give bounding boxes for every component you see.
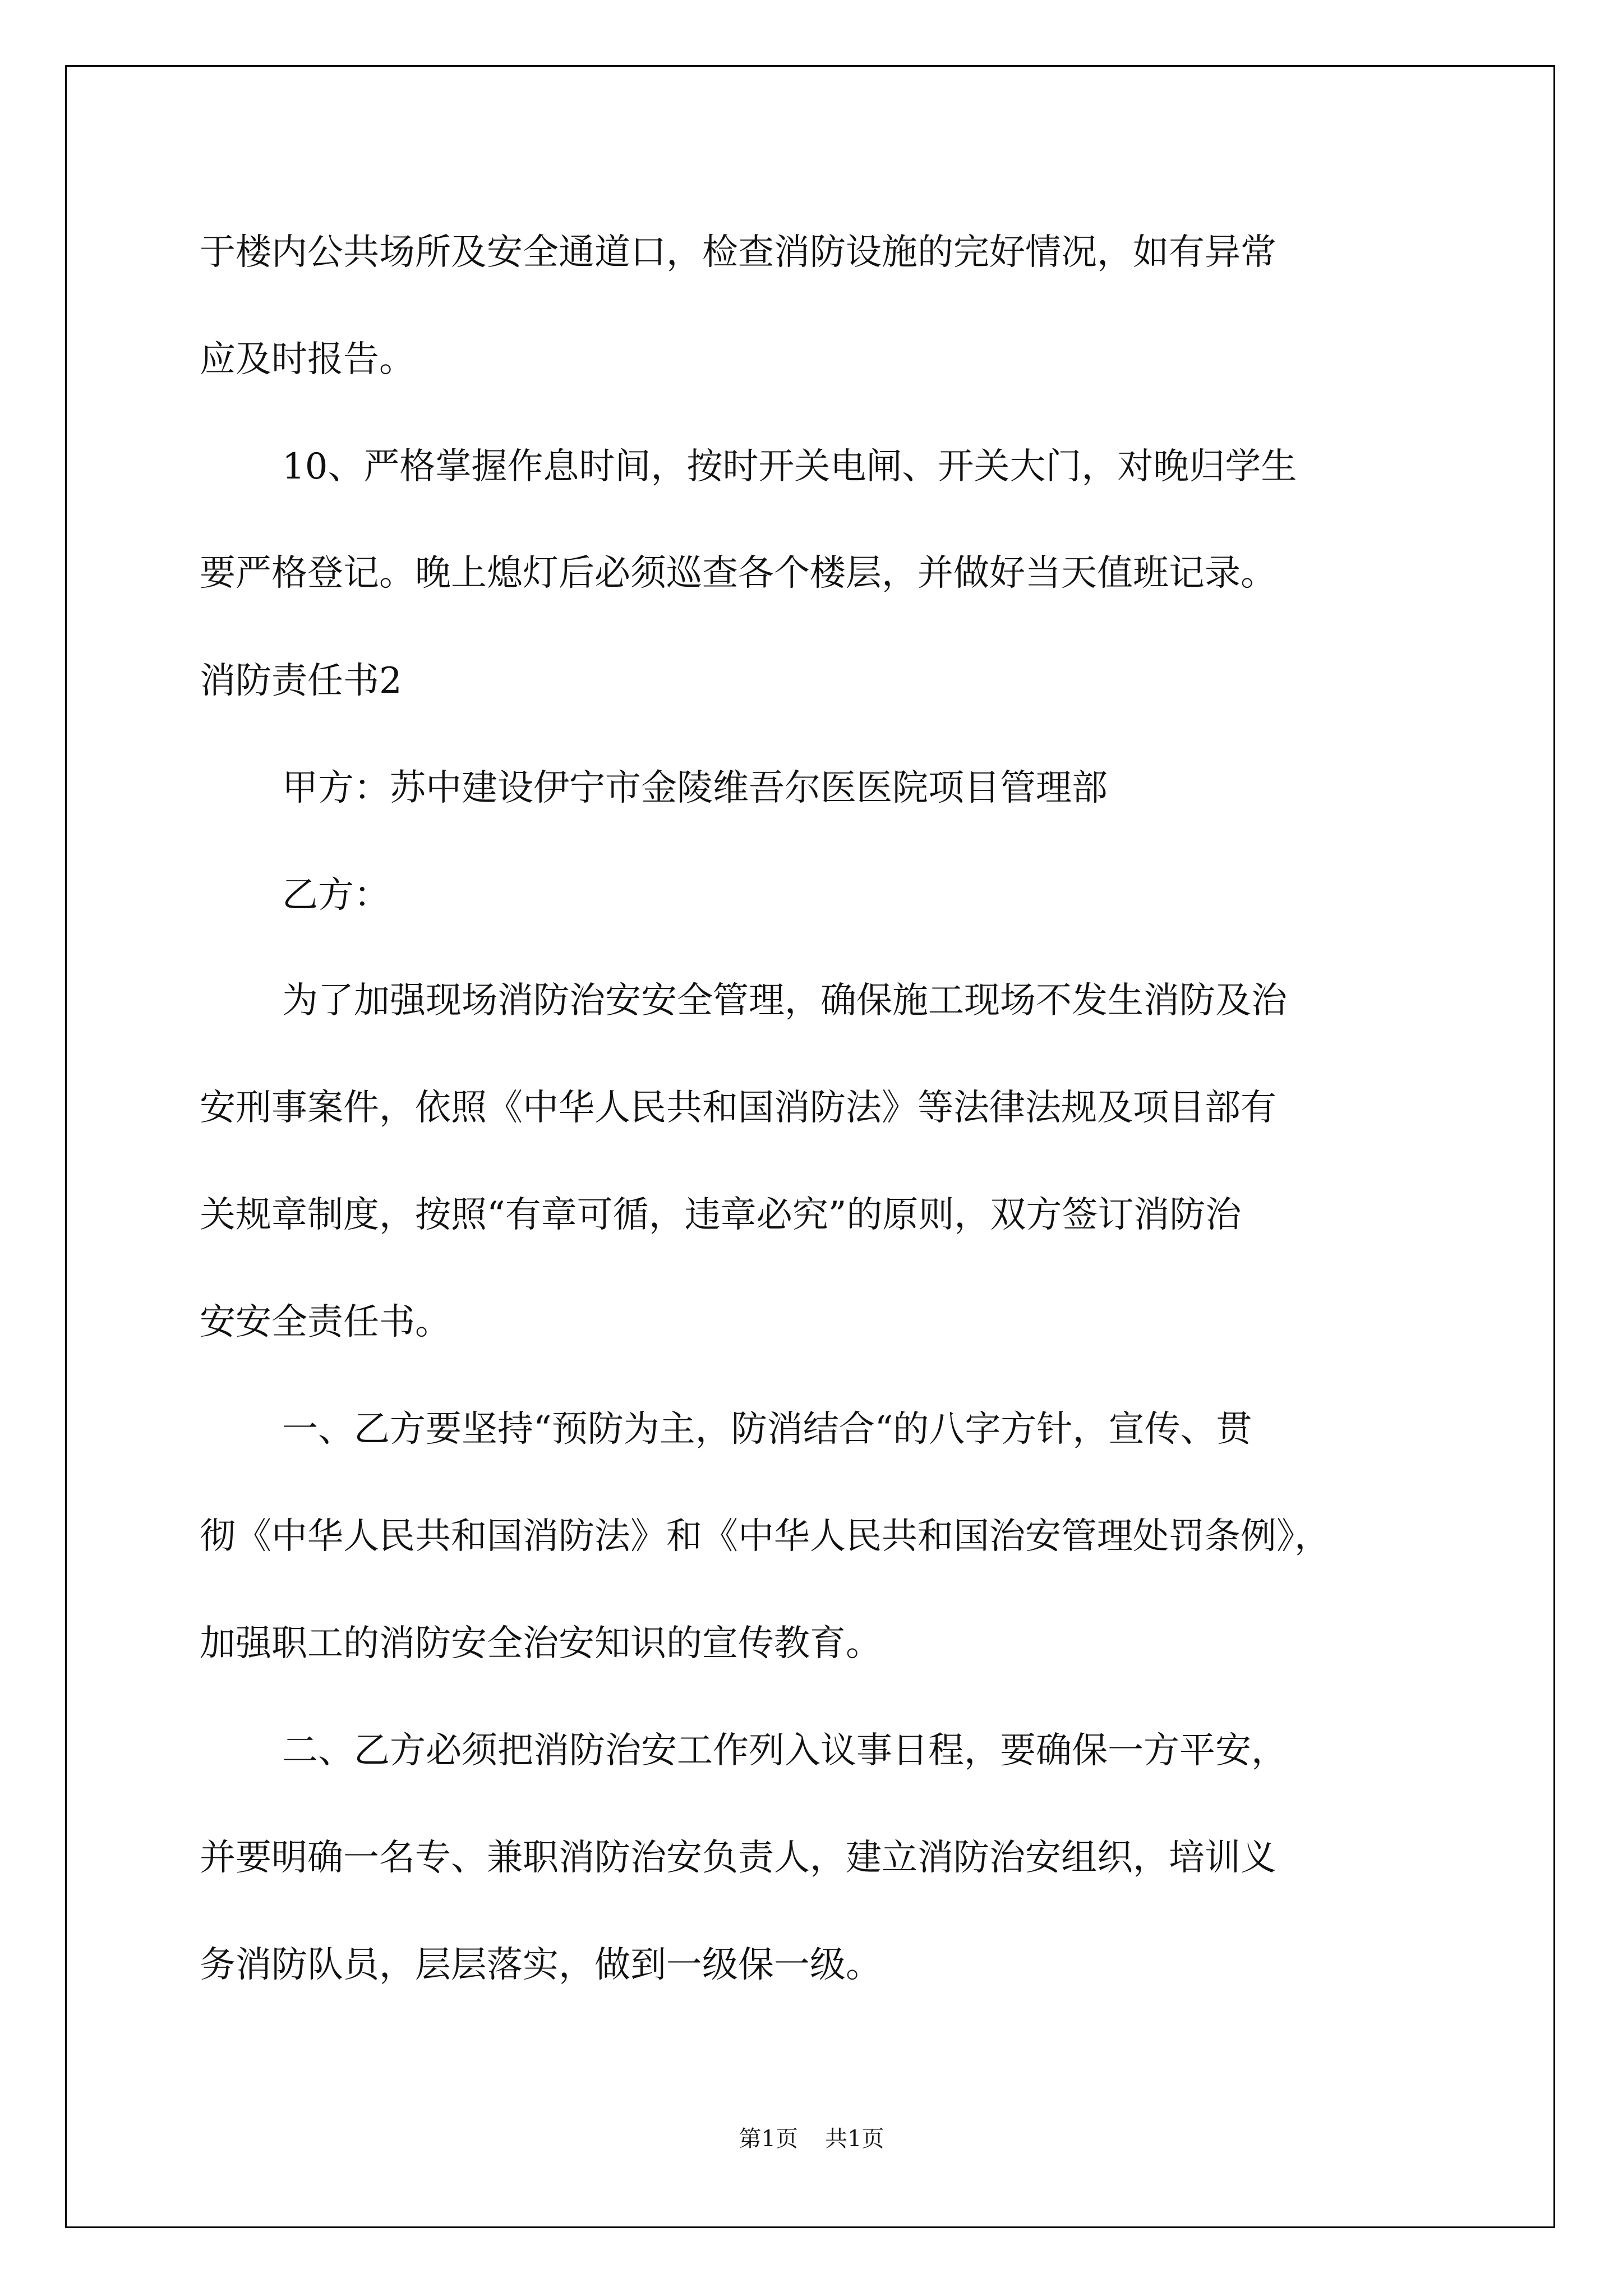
party-a-line: 甲方：苏中建设伊宁市金陵维吾尔医医院项目管理部	[282, 767, 1108, 809]
text-line-2: 应及时报告。	[200, 339, 415, 380]
page-number: 第1页	[739, 2126, 798, 2152]
text-line-3: 10、严格掌握作息时间，按时开关电闸、开关大门，对晚归学生	[282, 446, 1297, 487]
text-line-1: 于楼内公共场所及安全通道口，检查消防设施的完好情况，如有异常	[200, 232, 1276, 273]
text-line-9: 安刑事案件，依照《中华人民共和国消防法》等法律法规及项目部有	[200, 1087, 1276, 1129]
text-line-17: 务消防队员，层层落实，做到一级保一级。	[200, 1944, 882, 1986]
text-line-15: 二、乙方必须把消防治安工作列入议事日程，要确保一方平安，	[282, 1730, 1287, 1772]
text-line-16: 并要明确一名专、兼职消防治安负责人，建立消防治安组织，培训义	[200, 1837, 1276, 1879]
text-line-12: 一、乙方要坚持“预防为主，防消结合“的八字方针，宣传、贯	[282, 1409, 1252, 1450]
text-line-11: 安安全责任书。	[200, 1301, 451, 1343]
page-footer	[0, 2121, 1623, 2153]
section-heading: 消防责任书2	[200, 660, 402, 702]
party-b-line: 乙方：	[282, 875, 390, 916]
page-total: 共1页	[825, 2126, 884, 2152]
page-border	[65, 65, 1555, 2228]
text-line-14: 加强职工的消防安全治安知识的宣传教育。	[200, 1623, 882, 1664]
text-line-4: 要严格登记。晚上熄灯后必须巡查各个楼层，并做好当天值班记录。	[200, 553, 1276, 594]
text-line-10: 关规章制度，按照“有章可循，违章必究”的原则，双方签订消防治	[200, 1194, 1242, 1236]
text-line-8: 为了加强现场消防治安安全管理，确保施工现场不发生消防及治	[282, 980, 1287, 1022]
text-line-13: 彻《中华人民共和国消防法》和《中华人民共和国治安管理处罚条例》，	[200, 1516, 1330, 1557]
